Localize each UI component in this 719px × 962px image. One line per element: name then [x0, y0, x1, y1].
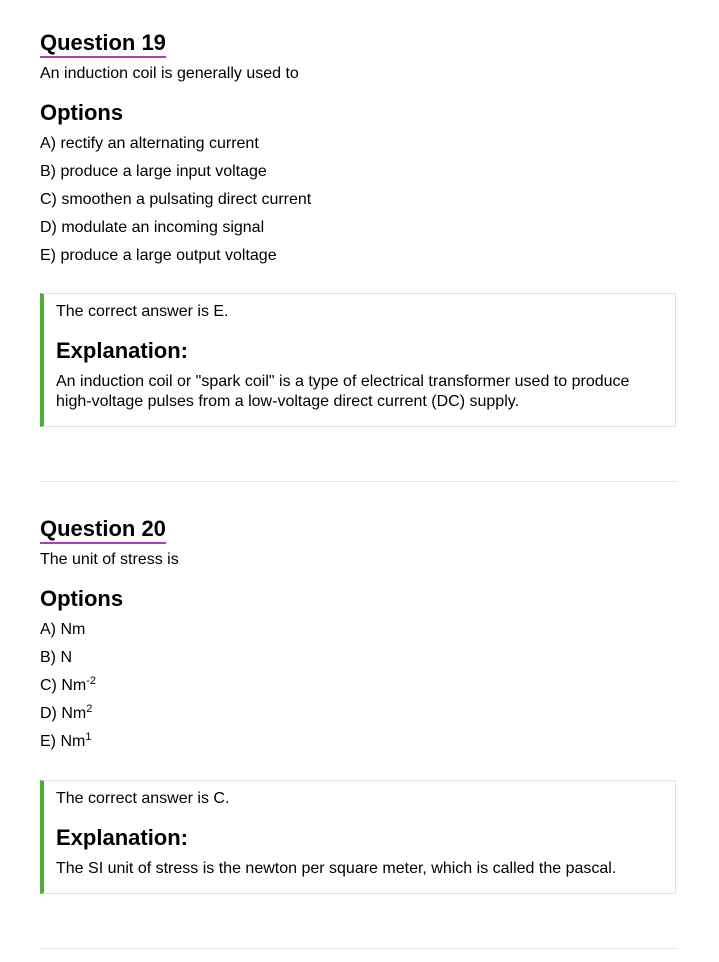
explanation-heading: Explanation:: [56, 338, 189, 363]
answer-box: [40, 780, 676, 894]
question-19: [40, 30, 678, 410]
question-title: Question 19: [40, 30, 166, 58]
options-list: [40, 134, 311, 274]
option-a: [40, 620, 96, 648]
question-title: Question 20: [40, 516, 166, 544]
section-divider: [40, 481, 678, 482]
option-superscript: 2: [86, 703, 93, 715]
option-label: C) smoothen a pulsating direct current: [40, 191, 312, 208]
option-b: [40, 648, 96, 676]
section-divider: [40, 948, 678, 949]
option-label: E) produce a large output voltage: [40, 247, 277, 264]
correct-answer: The correct answer is C.: [56, 790, 230, 807]
options-heading: Options: [40, 586, 124, 611]
options-heading: Options: [40, 100, 124, 125]
option-label: E) Nm: [40, 733, 86, 750]
option-c: [40, 190, 311, 218]
explanation-text: An induction coil or "spark coil" is a type of electrical transformer used to produce high-voltage pulses from a low-voltage direct current (DC) supply.: [56, 373, 630, 410]
answer-box: [40, 293, 676, 427]
options-list: [40, 620, 96, 760]
explanation-heading: Explanation:: [56, 825, 189, 850]
option-b: [40, 162, 311, 190]
option-c: [40, 676, 96, 704]
option-label: B) produce a large input voltage: [40, 163, 267, 180]
option-d: [40, 218, 311, 246]
option-label: C) Nm: [40, 677, 87, 694]
option-label: B) N: [40, 649, 72, 666]
explanation-text: The SI unit of stress is the newton per square meter, which is called the pascal.: [56, 860, 617, 877]
option-label: A) Nm: [40, 621, 86, 638]
option-a: [40, 134, 311, 162]
option-label: A) rectify an alternating current: [40, 135, 259, 152]
option-label: D) modulate an incoming signal: [40, 219, 265, 236]
option-e: [40, 246, 311, 274]
option-d: [40, 704, 96, 732]
question-text: An induction coil is generally used to: [40, 65, 299, 82]
option-superscript: 1: [85, 731, 92, 743]
option-e: [40, 732, 96, 760]
correct-answer: The correct answer is E.: [56, 303, 229, 320]
question-text: The unit of stress is: [40, 551, 179, 568]
question-20: [40, 516, 678, 877]
option-label: D) Nm: [40, 705, 87, 722]
option-superscript: -2: [86, 675, 96, 687]
